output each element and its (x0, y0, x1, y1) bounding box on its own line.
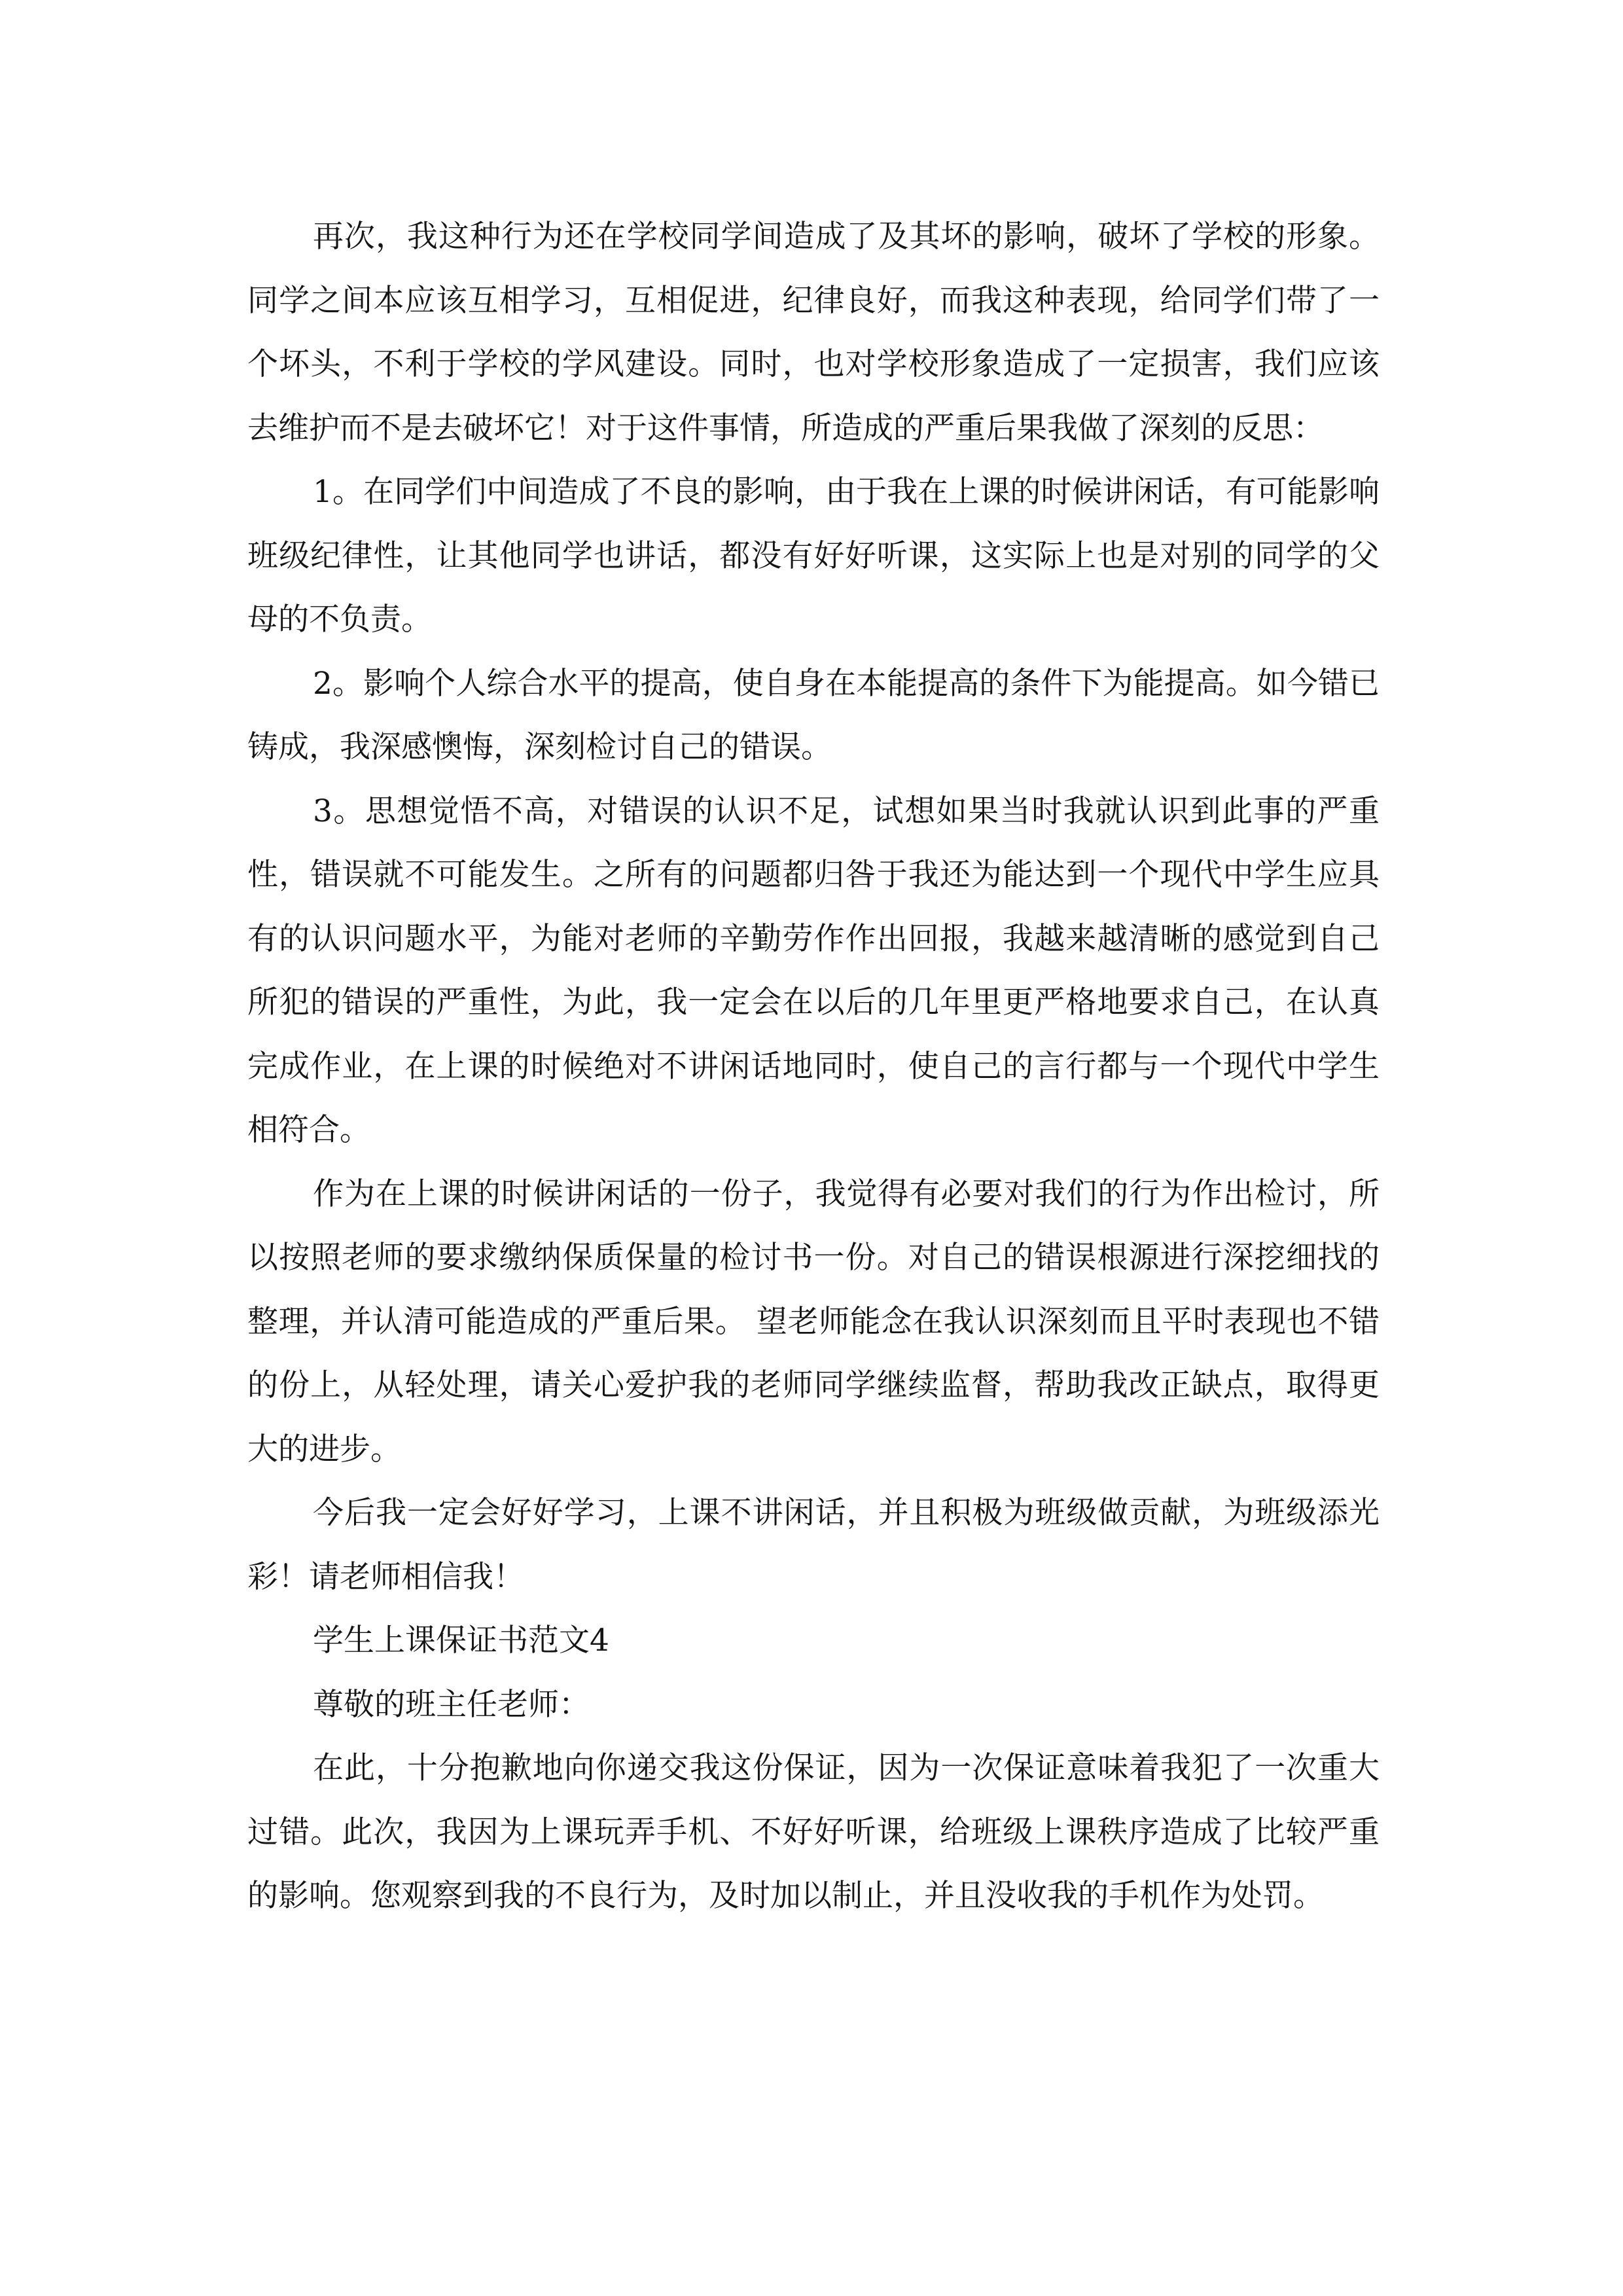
paragraph-point-1: 1。在同学们中间造成了不良的影响，由于我在上课的时候讲闲话，有可能影响班级纪律性，让其他同学也讲话，都没有好好听课，这实际上也是对别的同学的父母的不负责。 (247, 474, 1380, 637)
paragraph-self-criticism: 作为在上课的时候讲闲话的一份子，我觉得有必要对我们的行为作出检讨，所以按照老师的要求缴纳保质保量的检讨书一份。对自己的错误根源进行深挖细找的整理，并认清可能造成的严重后果。 望老师能念在我认识深刻而且平时表现也不错的份上，从轻处理，请关心爱护我的老师同学继续监督，帮助我改正缺点，取得更大的进步。 (247, 1175, 1380, 1467)
paragraph-future-promise: 今后我一定会好好学习，上课不讲闲话，并且积极为班级做贡献，为班级添光彩！请老师相信我！ (247, 1495, 1380, 1595)
paragraph-point-2: 2。影响个人综合水平的提高，使自身在本能提高的条件下为能提高。如今错已铸成，我深感懊悔，深刻检讨自己的错误。 (247, 665, 1380, 765)
section-heading: 学生上课保证书范文4 (313, 1623, 609, 1659)
paragraph-apology: 在此，十分抱歉地向你递交我这份保证，因为一次保证意味着我犯了一次重大过错。此次，我因为上课玩弄手机、不好好听课，给班级上课秩序造成了比较严重的影响。您观察到我的不良行为，及时加以制止，并且没收我的手机作为处罚。 (247, 1750, 1380, 1914)
document-body (247, 205, 1380, 1928)
salutation: 尊敬的班主任老师： (313, 1686, 590, 1723)
paragraph-school-image-impact: 再次，我这种行为还在学校同学间造成了及其坏的影响，破坏了学校的形象。同学之间本应该互相学习，互相促进，纪律良好，而我这种表现，给同学们带了一个坏头，不利于学校的学风建设。同时，也对学校形象造成了一定损害，我们应该去维护而不是去破坏它！对于这件事情，所造成的严重后果我做了深刻的反思： (247, 219, 1380, 446)
paragraph-point-3: 3。思想觉悟不高，对错误的认识不足，试想如果当时我就认识到此事的严重性，错误就不可能发生。之所有的问题都归咎于我还为能达到一个现代中学生应具有的认识问题水平，为能对老师的辛勤劳作作出回报，我越来越清晰的感觉到自己所犯的错误的严重性，为此，我一定会在以后的几年里更严格地要求自己，在认真完成作业，在上课的时候绝对不讲闲话地同时，使自己的言行都与一个现代中学生相符合。 (247, 793, 1380, 1148)
